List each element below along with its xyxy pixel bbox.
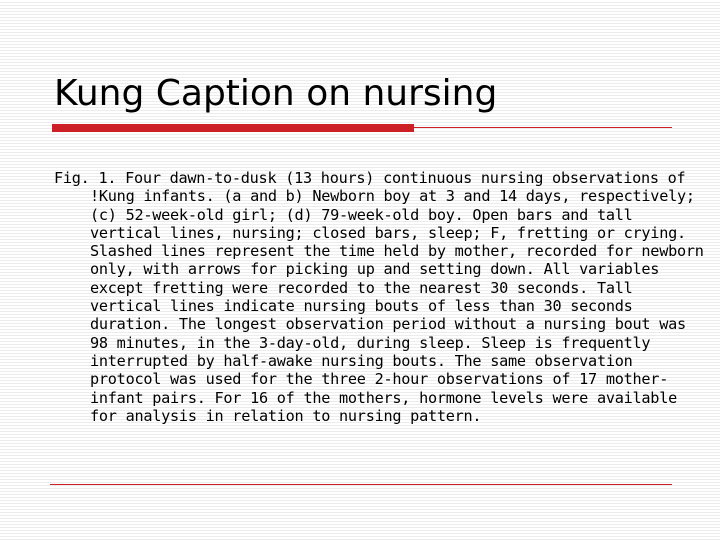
slide-title: Kung Caption on nursing — [54, 73, 498, 114]
figure-caption: Fig. 1. Four dawn-to-dusk (13 hours) continuous nursing observations of !Kung infants. (a and b) Newborn boy at 3 and 14 days, respectively; (c) 52-week-old girl; (d) 79-week-old boy. Open bars and tall vertical lines, nursing; closed bars, sleep; F, fretting or crying. Slashed lines represent the time held by mother, recorded for newborn only, with arrows for picking up and setting down. All variables except fretting were recorded to the nearest 30 seconds. Tall vertical lines indicate nursing bouts of less than 30 seconds duration. The longest observation period without a nursing bout was 98 minutes, in the 3-day-old, during sleep. Sleep is frequently interrupted by half-awake nursing bouts. The same observation protocol was used for the three 2-hour observations of 17 mother-infant pairs. For 16 of the mothers, hormone levels were available for analysis in relation to nursing pattern. — [54, 169, 704, 425]
title-underline-thick — [52, 124, 414, 132]
bottom-divider — [50, 484, 672, 485]
title-underline-thin — [414, 127, 672, 128]
